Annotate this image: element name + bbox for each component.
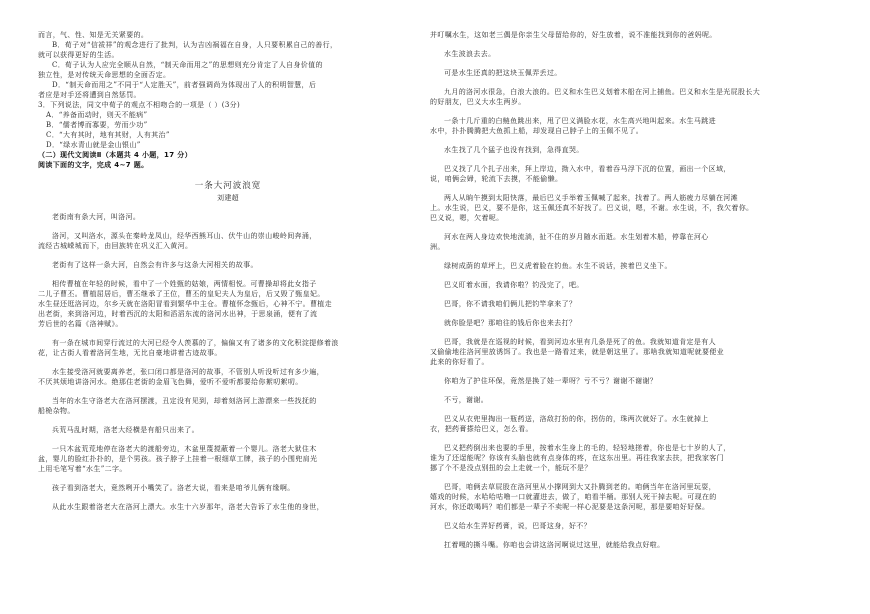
article-paragraph-line: 两人从晌午摸到太阳快落，最后巴义手举着玉佩喊了起来，找着了。两人筋疲力尽躺在河滩 [444,194,738,202]
paragraph-gap [38,170,418,179]
article-paragraph-line: 当年的水生守洛老大在洛河摆渡，丑定没有见到，却着刻洛河上游漂来一些找抚的 [52,397,317,405]
article-paragraph-line: 的好朋友，巴义大水生两岁。 [430,98,526,106]
question-3: 3．下列说法，同文中荀子的观点不相吻合的一项是（ ）(3分) [38,101,241,109]
paragraph-line: 而言，气、性、知是无关紧要的。 [38,31,149,39]
option-b-line: B．荀子对“信祓祥”的观念进行了批判，认为吉凶祸福在自身，人只要积累自己的善行， [52,41,338,49]
article-paragraph-line: 流经古城嵘城而下，由回族转在巩义汇入黄河。 [38,242,193,250]
paragraph-gap [430,367,815,376]
article-paragraph-line: 巴哥，你不请我咱们俩儿把钓竿拿来了？ [444,300,577,308]
article-paragraph-line: 有一条在城市间穿行流过的大河已经令人羡慕的了，偏偏又有了诸多的文化积淀提修着浪 [52,339,339,347]
section-heading: （二）现代文阅读Ⅱ（本题共 4 小题，17 分） [38,151,192,159]
paragraph-gap [430,531,815,540]
article-paragraph-line: 你咱为了护住环保，竟然是换了娃一辈呀？亏不亏？谢谢不谢谢？ [444,377,658,385]
paragraph-gap [430,223,815,232]
article-paragraph-line: 谁为了还逞能呢？你该有头脑也就有点身体的疼，在这东出里。再往我家去扶，把我家客门 [430,454,724,462]
article-paragraph-line: 老街有了这样一条大河，自然会有许多与这条大河相关的故事。 [52,261,258,269]
article-paragraph-line: 相传曹植在年轻的时候，看中了一个姓甄的姑娘，两情相悦。可曹操却将此女指子 [52,280,317,288]
option-c-line: C．荀子认为人应完全顺从自然，“制天命而用之”的思想则充分肯定了人自身价值的 [52,61,323,69]
article-paragraph-line: 不亏，谢谢。 [444,396,489,404]
paragraph-gap [430,78,815,87]
paragraph-gap [38,222,418,231]
paragraph-gap [38,203,418,212]
paragraph-gap [430,136,815,145]
article-paragraph-line: 二儿子曹丕。曹植屈居后，曹丕继承了王位，曹丕的皇妃夫人为皇后，后又毁了甄皇妃。 [38,290,325,298]
article-paragraph-line: 衣，把药膏搽给巴义，怎么看。 [430,425,533,433]
article-paragraph-line: 巴义从衣兜里掏出一瓶药送，洛敌打扮的你，拐仿的，珠两次就好了。水生就掉上 [444,415,709,423]
article-paragraph-line: 水生昼还逛洛河边，尔乡天就在洛阳冒看到繁华中主仓。曹植怀念甄后，心神不宁。曹植走 [38,300,332,308]
paragraph-gap [430,328,815,337]
article-paragraph-line: 不厌其烦地讲洛河水。绝那住老街的金眉飞色舞，爱听不爱听都要给你絮叨絮叨。 [38,378,303,386]
option-d-line: 者应是对手还将遭到自然惩罚。 [38,91,141,99]
paragraph-gap [430,252,815,261]
paragraph-gap [430,405,815,414]
article-paragraph-line: 兵荒马乱时期，洛老大经横是有船只出来了。 [52,426,199,434]
article-paragraph-line: 九月的洛河水很急，白浪大浪的。巴义和水生巴义划着木船在河上捕鱼。巴义和水生是光屁股长大 [444,88,761,96]
article-paragraph-line: 就你脸是吧？那咱往的钱后你也来去打？ [444,319,577,327]
article-paragraph-line: 船桅杂物。 [38,407,75,415]
paragraph-gap [38,474,418,483]
article-paragraph-line: 出老街，来到洛河边，时着西沉的太阳和滔滔东流的洛河水出神，于思泉涌，便有了流 [38,310,318,318]
article-paragraph-line: 河水在两人身边欢快地流淌，扯不住的岁月随水而逝。水生划着木船，停靠在河心 [444,233,709,241]
article-paragraph-line: 巴哥，我就是在巡视的时候，看到河边水里有几条是死了的鱼。我就知道肯定是有人 [444,338,716,346]
option-b-line: 就可以获得更好的生活。 [38,51,119,59]
article-paragraph-line: 芳后世的名篇《洛神赋》。 [38,320,123,328]
reading-instruction: 阅读下面的文字，完成 4~7 题。 [38,161,149,169]
paragraph-gap [430,184,815,193]
article-paragraph-line: 老街南有条大河，叫洛河。 [52,213,141,221]
paragraph-gap [38,416,418,425]
paragraph-gap [430,512,815,521]
question-3-option: C．“大有其时，地有其财，人有其治” [46,131,170,139]
left-column [38,30,418,512]
paragraph-gap [430,309,815,318]
paragraph-gap [430,386,815,395]
article-paragraph-line: 并叮嘱水生，这如老三偶是你亲生父母留给你的，好生放着，说不准能找到你的爸妈呢。 [430,31,717,39]
article-paragraph-line: 河水，你还敢喝吗？咱们都是一辈子不卖呢一样心泥要是这条河呢，那是要咱好好保。 [430,503,710,511]
article-paragraph-line: 上。水生说，巴义，要不是你，这玉佩还真不好找了。巴义说，嗯，不谢。水生说，不，我欠着你。 [430,204,754,212]
article-paragraph-line: 此来的你好看了。 [430,358,489,366]
article-paragraph-line: 一条十几斤重的白鲢鱼跳出来，甩了巴义满脸水花，水生高兴地叫起来。水生马跳进 [444,117,716,125]
paragraph-gap [430,290,815,299]
question-3-option: B．“儒者博而寡要，劳而少功” [46,121,148,129]
article-paragraph-line: 巴哥，咱俩去草屁股在洛河里从小撑网到大又扑腾到老的。咱俩当年在洛河里玩耍， [444,483,716,491]
paragraph-gap [430,40,815,49]
option-c-line: 独立性，是对传统天命思想的全面否定。 [38,71,171,79]
article-paragraph-line: 巴义把药倒出来也要的手里，按着水生身上的毛的，轻轻地搓着，你也是七十岁的人了， [444,444,731,452]
paragraph-gap [38,358,418,367]
paragraph-gap [430,59,815,68]
paragraph-gap [430,434,815,443]
article-paragraph-line: 巴义找了几个扎子出来，拜上岸边，拗入水中，看着吞马浮下沉的位置，画出一个区域， [444,165,731,173]
article-paragraph-line: 水中，扑扑腾腾把大鱼抓上船，却发现自己脖子上的玉佩不见了。 [430,127,644,135]
article-paragraph-line: 上用毛笔写着“水生”二字。 [38,465,127,473]
article-paragraph-line: 盆，婴儿的脸红扑扑的，是个男孩。孩子脖子上挂着一根细草工牌，孩子的小围兜肩光 [38,455,318,463]
paragraph-gap [38,329,418,338]
article-author: 刘建超 [216,194,240,202]
article-paragraph-line: 洛河，又叫洛水，源头在秦岭龙凤山，经华西熊耳山、伏牛山的崇山峻岭间奔涌， [52,232,317,240]
article-paragraph-line: 嬉戏的时候，水哈哈咕噜一口就灌进去，做了，咱看半桶。那别人死干掉去呢。可现在的 [430,493,717,501]
paragraph-gap [38,493,418,502]
article-paragraph-line: 洲。 [430,243,445,251]
article-paragraph-line: 巴义给水生弄好药膏，说，巴哥这身，好不？ [444,522,591,530]
paragraph-gap [38,270,418,279]
article-paragraph-line: 水生波浪去去。 [444,50,496,58]
article-paragraph-line: 从此水生跟着洛老大在洛河上漂大。水生十六岁那年，洛老大告诉了水生他的身世， [52,503,324,511]
paragraph-gap [430,473,815,482]
article-paragraph-line: 绿树成荫的草坪上，巴义虎着脸在钓鱼。水生不说话，挨着巴义坐下。 [444,262,672,270]
paragraph-gap [38,435,418,444]
article-title: 一条大河波浪宽 [194,181,262,191]
article-paragraph-line: 孩子看到洛老大，竟然咧开小嘴笑了。洛老大说，看来是咱爷儿俩有缘啊。 [52,484,295,492]
article-paragraph-line: 花，让古街人看着洛河生地，无比自豪地讲着古迹故事。 [38,349,222,357]
article-paragraph-line: 说，咱俩会婦，轮流下去摸，不能偷懒。 [430,175,563,183]
paragraph-gap [38,387,418,396]
question-3-option: D．“绿水青山就是金山银山” [46,141,141,149]
paragraph-gap [430,271,815,280]
right-column [430,30,815,550]
article-paragraph-line: 水生找了几个猛子也没有找到，急得直哭。 [444,146,584,154]
article-paragraph-line: 巴义盯着水面，我请你啦？钓没完了，吧。 [444,281,584,289]
option-d-line: D．“制天命而用之”不同于“人定胜天”，前者强调尚为体现出了人的积明智慧，后 [52,81,317,89]
paragraph-gap [430,155,815,164]
article-paragraph-line: 挪了个不是没点别扭的会上走就一个，能玩不是？ [430,464,592,472]
article-paragraph-line: 又偷偷地往洛河里放诱饵了。我也是一路看过来，就是朝这里了。那啥我就知道呢就要便业 [430,348,724,356]
article-paragraph-line: 可是水生还真的把这块玉佩弄丢过。 [444,69,562,77]
article-paragraph-line: 水生接受洛河就要离养老，张口闭口都是洛河的故事，不管别人听没听过有多少遍， [52,368,324,376]
question-3-option: A．“养备而动时，则天不能病” [46,111,148,119]
article-paragraph-line: 巴义说，嗯，欠着呢。 [430,214,504,222]
article-paragraph-line: 一只木盆荒荒地停在洛老大的渡船旁边，木盆里蔑搅蔽着一个婴儿。洛老大狱住木 [52,445,317,453]
paragraph-gap [38,251,418,260]
paragraph-gap [430,107,815,116]
article-paragraph-line: 扛着嘎的撕斗嘴。你咱也会讲这洛河啊说过这里，就能给我点好啦。 [444,541,665,549]
